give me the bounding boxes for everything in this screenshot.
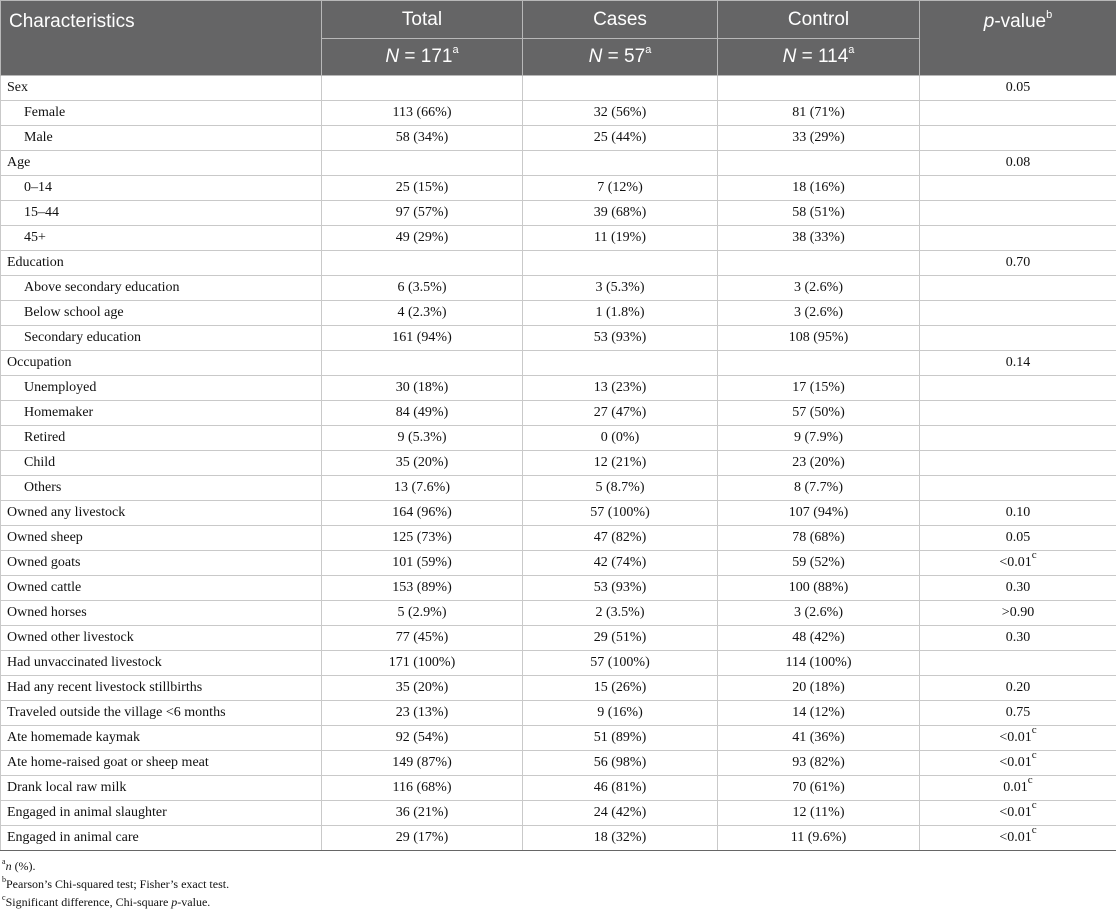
table-row [1,726,1116,751]
p-value-cell: 0.05 [920,76,1116,101]
control-cell: 93 (82%) [718,751,920,776]
table-row [1,276,1116,301]
p-value-cell: 0.05 [920,526,1116,551]
table-row [1,501,1116,526]
total-cell: 113 (66%) [322,101,523,126]
header-characteristics: Characteristics [1,1,322,76]
row-label: Ate homemade kaymak [1,726,322,751]
table-row [1,651,1116,676]
header-total-n: $N = 171^a$ [322,39,523,76]
row-label: Owned sheep [1,526,322,551]
cases-cell: 9 (16%) [523,701,718,726]
cases-cell: 12 (21%) [523,451,718,476]
row-label: Occupation [1,351,322,376]
row-label: Had unvaccinated livestock [1,651,322,676]
header-cases: Cases [523,1,718,39]
control-cell [718,76,920,101]
p-value-cell [920,326,1116,351]
row-label: Unemployed [1,376,322,401]
p-value-cell [920,301,1116,326]
control-cell: 9 (7.9%) [718,426,920,451]
cases-cell [523,351,718,376]
p-value-footnote-mark: c [1031,724,1037,737]
table-row [1,226,1116,251]
cases-cell: 42 (74%) [523,551,718,576]
cases-cell: 5 (8.7%) [523,476,718,501]
p-value-cell: 0.01$^c$ [920,776,1116,801]
p-value-cell: 0.14 [920,351,1116,376]
table-row [1,801,1116,826]
cases-cell: 13 (23%) [523,376,718,401]
row-label: Had any recent livestock stillbirths [1,676,322,701]
table-row [1,776,1116,801]
row-label: 15–44 [1,201,322,226]
table-row [1,76,1116,101]
cases-cell: 15 (26%) [523,676,718,701]
p-value-footnote-mark: c [1031,749,1037,762]
row-label: Owned any livestock [1,501,322,526]
table-row [1,551,1116,576]
row-label: Female [1,101,322,126]
cases-cell [523,251,718,276]
table-row [1,701,1116,726]
p-value-cell: <0.01$^c$ [920,751,1116,776]
control-cell: 14 (12%) [718,701,920,726]
header-cases-n: $N = 57^a$ [523,39,718,76]
row-label: Owned other livestock [1,626,322,651]
cases-cell: 32 (56%) [523,101,718,126]
table-row [1,326,1116,351]
p-value-cell [920,226,1116,251]
row-label: Drank local raw milk [1,776,322,801]
p-value-cell [920,376,1116,401]
control-cell: 59 (52%) [718,551,920,576]
cases-cell: 18 (32%) [523,826,718,851]
table-row [1,476,1116,501]
row-label: Child [1,451,322,476]
total-cell: 161 (94%) [322,326,523,351]
p-value-cell [920,201,1116,226]
control-cell: 3 (2.6%) [718,276,920,301]
total-cell: 30 (18%) [322,376,523,401]
control-cell: 17 (15%) [718,376,920,401]
total-cell: 36 (21%) [322,801,523,826]
table-row [1,826,1116,851]
table-row [1,676,1116,701]
cases-cell: 0 (0%) [523,426,718,451]
p-value-cell: 0.30 [920,576,1116,601]
p-value-cell: <0.01$^c$ [920,826,1116,851]
control-cell: 100 (88%) [718,576,920,601]
total-cell: 9 (5.3%) [322,426,523,451]
row-label: Owned horses [1,601,322,626]
row-label: Homemaker [1,401,322,426]
row-label: 45+ [1,226,322,251]
table-row [1,401,1116,426]
total-cell: 5 (2.9%) [322,601,523,626]
p-value-cell [920,426,1116,451]
p-value-cell: 0.70 [920,251,1116,276]
row-label: Others [1,476,322,501]
p-value-footnote-mark: c [1031,549,1037,562]
total-cell: 4 (2.3%) [322,301,523,326]
total-cell: 171 (100%) [322,651,523,676]
cases-cell: 27 (47%) [523,401,718,426]
control-cell: 48 (42%) [718,626,920,651]
control-cell: 38 (33%) [718,226,920,251]
table-row [1,576,1116,601]
total-cell: 6 (3.5%) [322,276,523,301]
table-row [1,751,1116,776]
row-label: Engaged in animal slaughter [1,801,322,826]
p-value-footnote-mark: c [1027,774,1033,787]
table-row [1,301,1116,326]
cases-cell: 39 (68%) [523,201,718,226]
total-cell: 58 (34%) [322,126,523,151]
row-label: Owned goats [1,551,322,576]
total-cell [322,76,523,101]
total-cell: 125 (73%) [322,526,523,551]
control-cell: 78 (68%) [718,526,920,551]
table-row [1,351,1116,376]
control-cell: 41 (36%) [718,726,920,751]
row-label: Engaged in animal care [1,826,322,851]
control-cell [718,351,920,376]
control-cell: 81 (71%) [718,101,920,126]
row-label: 0–14 [1,176,322,201]
total-cell: 116 (68%) [322,776,523,801]
total-cell: 149 (87%) [322,751,523,776]
control-cell: 57 (50%) [718,401,920,426]
table-row [1,201,1116,226]
total-cell: 77 (45%) [322,626,523,651]
control-cell: 108 (95%) [718,326,920,351]
p-value-cell: 0.75 [920,701,1116,726]
table-row [1,151,1116,176]
control-cell: 11 (9.6%) [718,826,920,851]
table-row [1,376,1116,401]
cases-cell: 24 (42%) [523,801,718,826]
cases-cell: 57 (100%) [523,501,718,526]
total-cell [322,251,523,276]
total-cell: 92 (54%) [322,726,523,751]
row-label: Above secondary education [1,276,322,301]
cases-cell: 57 (100%) [523,651,718,676]
total-cell: 35 (20%) [322,676,523,701]
p-value-cell [920,126,1116,151]
control-cell: 58 (51%) [718,201,920,226]
row-label: Secondary education [1,326,322,351]
control-cell: 70 (61%) [718,776,920,801]
p-value-cell: <0.01$^c$ [920,726,1116,751]
header-control: Control [718,1,920,39]
footnote: $^a$n (%). [2,857,36,873]
cases-cell: 25 (44%) [523,126,718,151]
cases-cell: 7 (12%) [523,176,718,201]
p-value-cell: 0.08 [920,151,1116,176]
cases-cell: 29 (51%) [523,626,718,651]
total-cell: 49 (29%) [322,226,523,251]
cases-cell: 1 (1.8%) [523,301,718,326]
row-label: Below school age [1,301,322,326]
cases-cell: 3 (5.3%) [523,276,718,301]
p-value-cell [920,451,1116,476]
header-p-value: p-value$^b$ [920,1,1116,76]
row-label: Owned cattle [1,576,322,601]
p-value-cell [920,476,1116,501]
control-cell: 20 (18%) [718,676,920,701]
p-value-cell: 0.10 [920,501,1116,526]
cases-cell: 56 (98%) [523,751,718,776]
table-row [1,126,1116,151]
p-value-cell [920,651,1116,676]
cases-cell: 46 (81%) [523,776,718,801]
p-value-footnote-mark: c [1031,799,1037,812]
row-label: Male [1,126,322,151]
table-row [1,601,1116,626]
total-cell: 23 (13%) [322,701,523,726]
row-label: Sex [1,76,322,101]
total-cell: 29 (17%) [322,826,523,851]
total-cell: 97 (57%) [322,201,523,226]
footnote: $^c$Significant difference, Chi-square p-value. [2,893,211,909]
control-cell [718,251,920,276]
control-cell [718,151,920,176]
control-cell: 23 (20%) [718,451,920,476]
p-value-cell: >0.90 [920,601,1116,626]
p-value-cell [920,401,1116,426]
total-cell [322,351,523,376]
header-total: Total [322,1,523,39]
cases-cell: 51 (89%) [523,726,718,751]
control-cell: 3 (2.6%) [718,601,920,626]
row-label: Retired [1,426,322,451]
table-row [1,251,1116,276]
row-label: Age [1,151,322,176]
total-cell [322,151,523,176]
total-cell: 164 (96%) [322,501,523,526]
control-cell: 18 (16%) [718,176,920,201]
footnotes [2,857,1116,911]
total-cell: 101 (59%) [322,551,523,576]
p-value-footnote-mark: c [1031,824,1037,837]
control-cell: 3 (2.6%) [718,301,920,326]
total-cell: 84 (49%) [322,401,523,426]
table-row [1,526,1116,551]
table-row [1,426,1116,451]
p-value-cell [920,101,1116,126]
p-value-cell: <0.01$^c$ [920,801,1116,826]
cases-cell: 47 (82%) [523,526,718,551]
row-label: Education [1,251,322,276]
table-row [1,101,1116,126]
cases-cell: 11 (19%) [523,226,718,251]
p-value-cell [920,176,1116,201]
total-cell: 13 (7.6%) [322,476,523,501]
cases-cell: 2 (3.5%) [523,601,718,626]
p-value-cell [920,276,1116,301]
cases-cell [523,76,718,101]
cases-cell: 53 (93%) [523,326,718,351]
p-value-cell: 0.20 [920,676,1116,701]
p-value-cell: <0.01$^c$ [920,551,1116,576]
table-body [1,76,1116,851]
control-cell: 12 (11%) [718,801,920,826]
total-cell: 25 (15%) [322,176,523,201]
total-cell: 35 (20%) [322,451,523,476]
cases-cell: 53 (93%) [523,576,718,601]
control-cell: 33 (29%) [718,126,920,151]
row-label: Ate home-raised goat or sheep meat [1,751,322,776]
table-row [1,176,1116,201]
cases-cell [523,151,718,176]
control-cell: 8 (7.7%) [718,476,920,501]
p-value-cell: 0.30 [920,626,1116,651]
table-row [1,451,1116,476]
total-cell: 153 (89%) [322,576,523,601]
footnote: $^b$Pearson’s Chi-squared test; Fisher’s exact test. [2,875,230,891]
control-cell: 114 (100%) [718,651,920,676]
row-label: Traveled outside the village <6 months [1,701,322,726]
control-cell: 107 (94%) [718,501,920,526]
table-row [1,626,1116,651]
header-control-n: $N = 114^a$ [718,39,920,76]
